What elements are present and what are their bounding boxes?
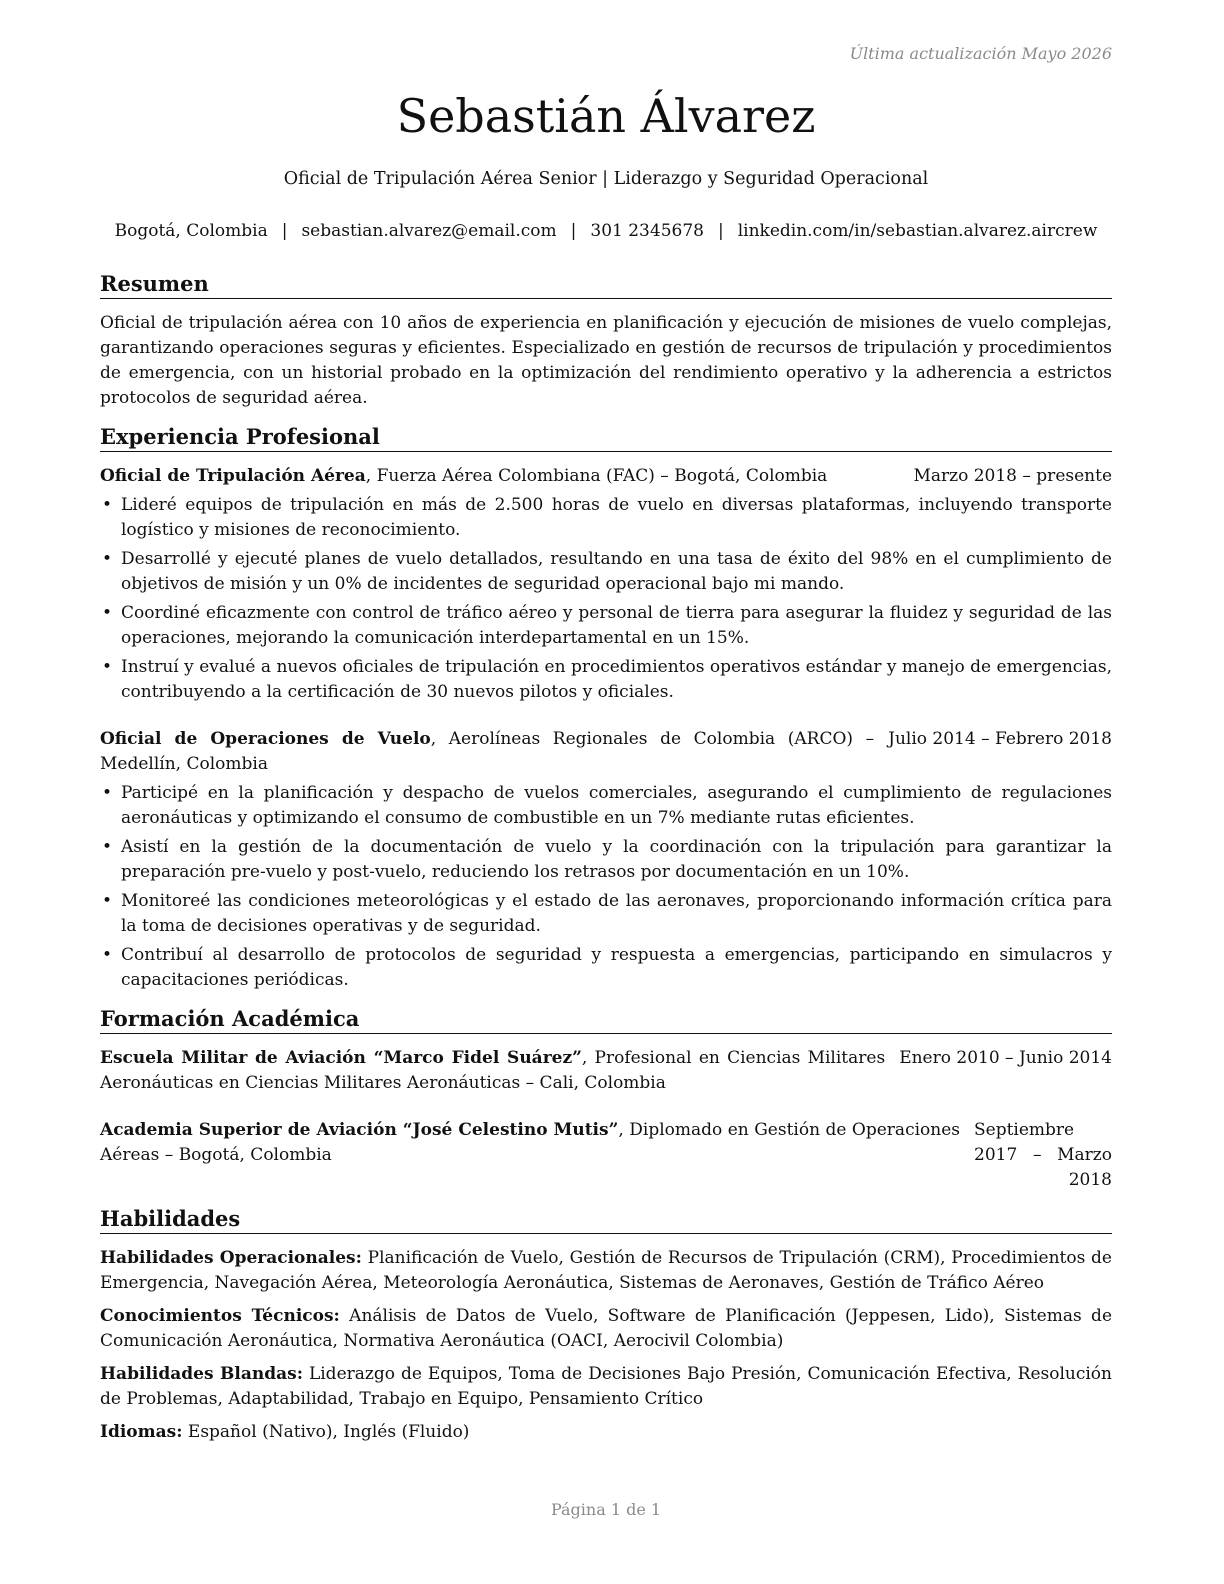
last-updated: Última actualización Mayo 2026: [849, 44, 1112, 63]
education-detail: , Diplomado en Gestión de Operaciones Aéreas – Bogotá, Colombia: [100, 1120, 960, 1165]
section-heading-summary: Resumen: [100, 270, 1112, 299]
education-header: [100, 1046, 1112, 1096]
section-heading-experience: Experiencia Profesional: [100, 423, 1112, 452]
contact-location: Bogotá, Colombia: [114, 221, 268, 241]
skill-line: [100, 1420, 1112, 1445]
section-heading-education: Formación Académica: [100, 1005, 1112, 1034]
list-item: • Lideré equipos de tripulación en más de 2.500 horas de vuelo en diversas plataformas, incluyendo transporte logístico y misiones de reconocimiento.: [100, 493, 1112, 543]
skill-text: Liderazgo de Equipos, Toma de Decisiones Bajo Presión, Comunicación Efectiva, Resolución de Problemas, Adaptabilidad, Trabajo en Equipo, Pensamiento Crítico: [100, 1364, 1112, 1409]
skill-line: [100, 1304, 1112, 1354]
job-title: Oficial de Tripulación Aérea: [100, 466, 366, 486]
summary-section: [100, 270, 1112, 411]
job-title: Oficial de Operaciones de Vuelo: [100, 729, 431, 749]
contact-separator: |: [570, 221, 577, 241]
skill-label: Habilidades Operacionales:: [100, 1248, 362, 1268]
candidate-name: Sebastián Álvarez: [396, 89, 816, 143]
list-item: • Asistí en la gestión de la documentación de vuelo y la coordinación con la tripulación para garantizar la preparación pre-vuelo y post-vuelo, reduciendo los retrasos por documentación en un 10%.: [100, 835, 1112, 885]
education-entry: [100, 1118, 1112, 1193]
education-section: [100, 1005, 1112, 1193]
job-role: [100, 464, 913, 489]
section-heading-skills: Habilidades: [100, 1205, 1112, 1234]
education-dates: Enero 2010 – Junio 2014: [899, 1048, 1112, 1068]
job-dates: Marzo 2018 – presente: [913, 466, 1112, 486]
skill-label: Habilidades Blandas:: [100, 1364, 303, 1384]
list-item: • Monitoreé las condiciones meteorológicas y el estado de las aeronaves, proporcionando información crítica para la toma de decisiones operativas y de seguridad.: [100, 889, 1112, 939]
job-header: [100, 464, 1112, 489]
job-role: [100, 727, 888, 777]
skill-text: Análisis de Datos de Vuelo, Software de Planificación (Jeppesen, Lido), Sistemas de Comunicación Aeronáutica, Normativa Aeronáutica (OACI, Aerocivil Colombia): [100, 1306, 1112, 1351]
list-item: • Desarrollé y ejecuté planes de vuelo detallados, resultando en una tasa de éxito del 98% en el cumplimiento de objetivos de misión y un 0% de incidentes de seguridad operacional bajo mi mando.: [100, 547, 1112, 597]
skills-section: [100, 1205, 1112, 1445]
skill-text: Planificación de Vuelo, Gestión de Recursos de Tripulación (CRM), Procedimientos de Emergencia, Navegación Aérea, Meteorología Aeronáutica, Sistemas de Aeronaves, Gestión de Tráfico Aéreo: [100, 1248, 1112, 1293]
job-bullets: [100, 781, 1112, 993]
contact-phone[interactable]: 301 2345678: [590, 221, 704, 241]
education-program: [100, 1118, 974, 1168]
education-entry: [100, 1046, 1112, 1096]
skill-label: Idiomas:: [100, 1422, 183, 1442]
job-bullets: [100, 493, 1112, 705]
job-entry: [100, 464, 1112, 705]
job-entry: [100, 727, 1112, 993]
education-dates: Septiembre 2017 – Marzo 2018: [974, 1120, 1112, 1190]
list-item: • Contribuí al desarrollo de protocolos de seguridad y respuesta a emergencias, participando en simulacros y capacitaciones periódicas.: [100, 943, 1112, 993]
experience-section: [100, 423, 1112, 993]
education-school: Academia Superior de Aviación “José Celestino Mutis”: [100, 1120, 619, 1140]
contact-linkedin[interactable]: linkedin.com/in/sebastian.alvarez.aircrew: [737, 221, 1098, 241]
education-program: [100, 1046, 899, 1096]
summary-text: Oficial de tripulación aérea con 10 años de experiencia en planificación y ejecución de misiones de vuelo complejas, garantizando operaciones seguras y eficientes. Especializado en gestión de recursos de tripulación y procedimientos de emergencia, con un historial probado en la optimización del rendimiento operativo y la adherencia a estrictos protocolos de seguridad aérea.: [100, 313, 1112, 408]
job-header: [100, 727, 1112, 777]
job-dates: Julio 2014 – Febrero 2018: [888, 729, 1112, 749]
list-item: • Participé en la planificación y despacho de vuelos comerciales, asegurando el cumplimiento de regulaciones aeronáuticas y optimizando el consumo de combustible en un 7% mediante rutas eficientes.: [100, 781, 1112, 831]
contact-separator: |: [281, 221, 288, 241]
contact-separator: |: [717, 221, 724, 241]
education-detail: , Profesional en Ciencias Militares Aeronáuticas en Ciencias Militares Aeronáuticas – Cali, Colombia: [100, 1048, 886, 1093]
education-school: Escuela Militar de Aviación “Marco Fidel Suárez”: [100, 1048, 582, 1068]
job-organization: , Fuerza Aérea Colombiana (FAC) – Bogotá, Colombia: [365, 466, 828, 486]
job-organization: , Aerolíneas Regionales de Colombia (ARCO) – Medellín, Colombia: [100, 729, 875, 774]
contact-email[interactable]: sebastian.alvarez@email.com: [301, 221, 557, 241]
resume-content: [100, 270, 1112, 1457]
contact-line: [100, 219, 1112, 243]
list-item: • Coordiné eficazmente con control de tráfico aéreo y personal de tierra para asegurar la fluidez y seguridad de las operaciones, mejorando la comunicación interdepartamental en un 15%.: [100, 601, 1112, 651]
resume-page: [100, 0, 1112, 1584]
page-number: Página 1 de 1: [550, 1500, 662, 1519]
skill-text: Español (Nativo), Inglés (Fluido): [182, 1422, 470, 1442]
list-item: • Instruí y evalué a nuevos oficiales de tripulación en procedimientos operativos estándar y manejo de emergencias, contribuyendo a la certificación de 30 nuevos pilotos y oficiales.: [100, 655, 1112, 705]
candidate-subtitle: Oficial de Tripulación Aérea Senior | Liderazgo y Seguridad Operacional: [283, 169, 929, 189]
skill-line: [100, 1246, 1112, 1296]
education-header: [100, 1118, 1112, 1193]
skill-label: Conocimientos Técnicos:: [100, 1306, 340, 1326]
skill-line: [100, 1362, 1112, 1412]
